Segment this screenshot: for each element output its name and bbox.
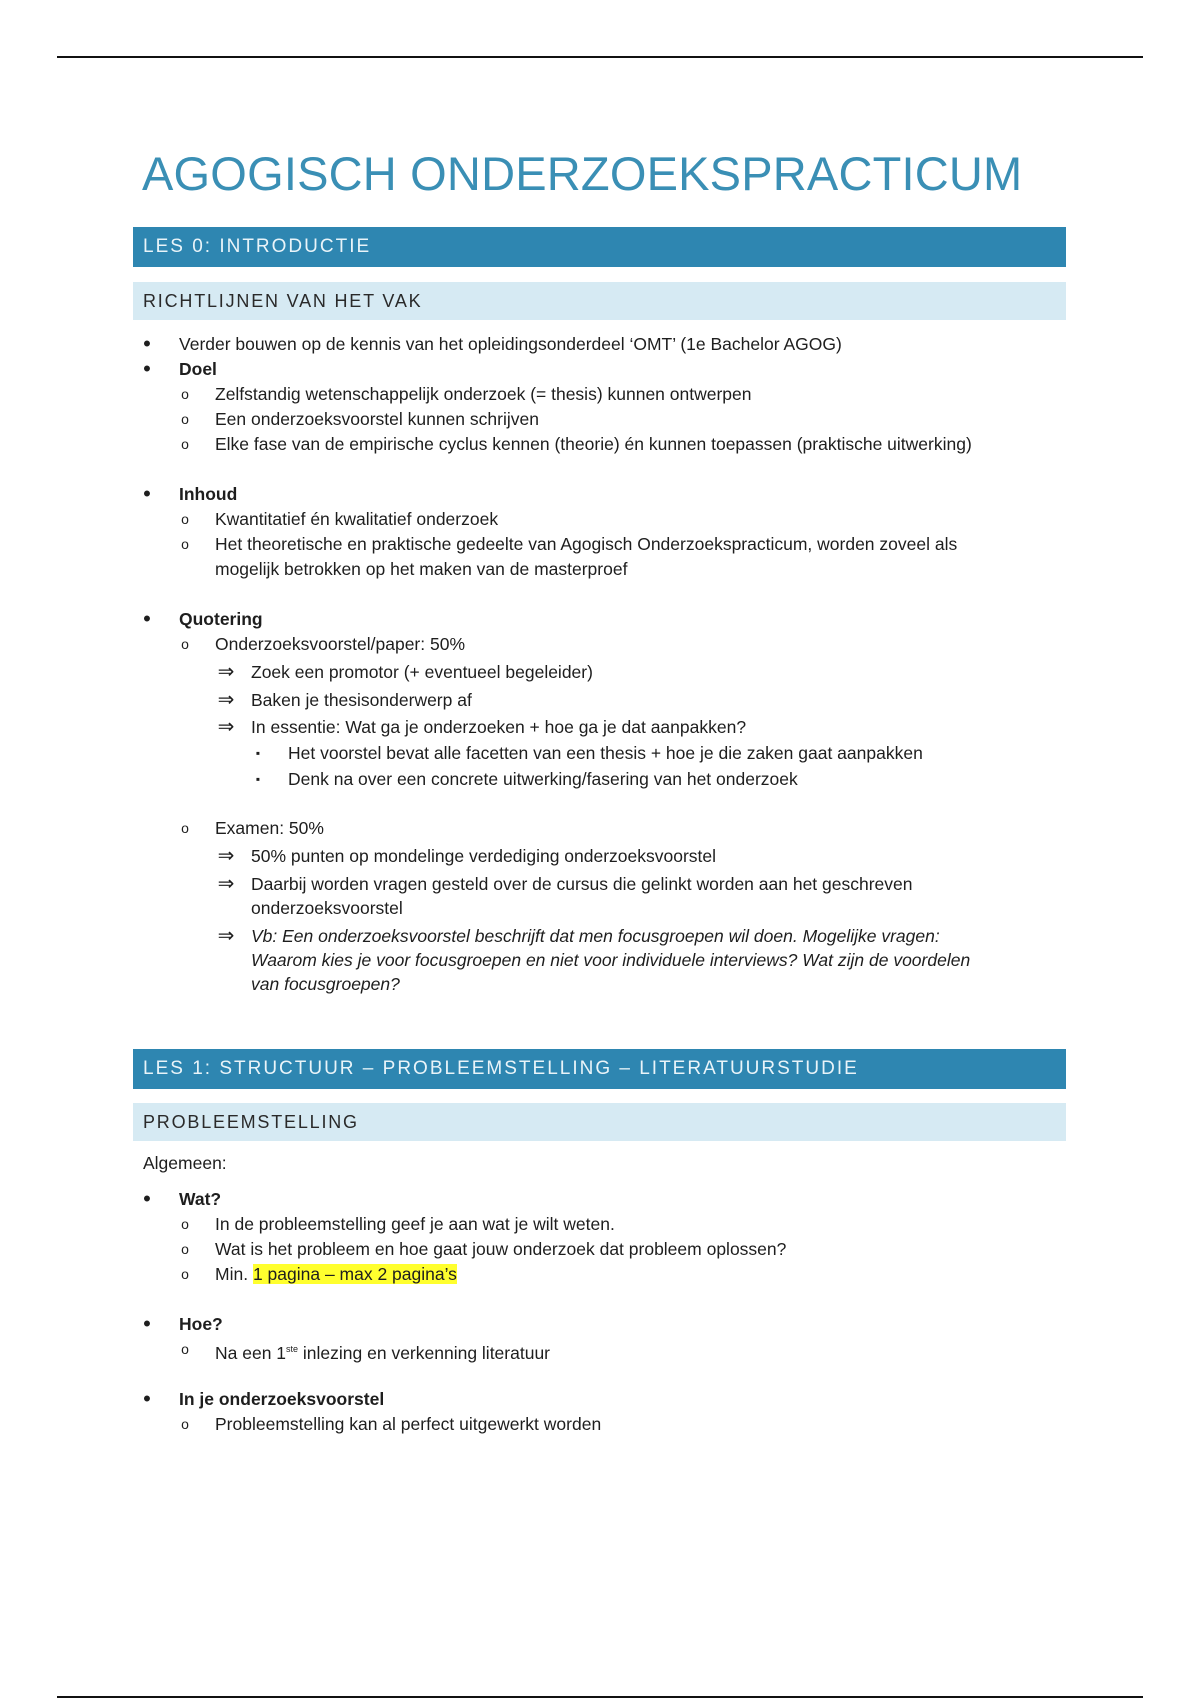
examen-arrow-item-continuation: onderzoeksvoorstel [251,898,403,918]
algemeen-label: Algemeen: [143,1153,227,1173]
doel-item: Een onderzoeksvoorstel kunnen schrijven [215,409,539,429]
examen-arrow-item: 50% punten op mondelinge verdediging onderzoeksvoorstel [251,846,717,866]
paper-square-item: Denk na over een concrete uitwerking/fasering van het onderzoek [288,769,798,789]
examen-arrow-item: Daarbij worden vragen gesteld over de cursus die gelinkt worden aan het geschreven [251,874,913,894]
header-rule [57,56,1143,58]
paper-arrow-item: Zoek een promotor (+ eventueel begeleider) [251,662,593,682]
examen-example-text: Vb: Een onderzoeksvoorstel beschrijft dat men focusgroepen wil doen. Mogelijke vragen: [251,926,940,946]
square-marker: ▪ [255,746,261,760]
arrow-marker: ⇒ [217,689,235,711]
circle-marker: o [181,1241,189,1257]
square-marker: ▪ [255,772,261,786]
circle-marker: o [181,411,189,427]
bullet-marker: • [143,606,151,631]
wat-item [215,1263,457,1285]
hoe-label: Hoe? [179,1314,223,1334]
arrow-marker: ⇒ [217,661,235,683]
circle-marker: o [181,1341,189,1357]
circle-marker: o [181,436,189,452]
hoe-item-before: Na een 1 [215,1343,287,1363]
wat-item: In de probleemstelling geef je aan wat je wilt weten. [215,1214,615,1234]
section-heading-les-0: LES 0: INTRODUCTIE [133,227,1066,267]
paper-label: Onderzoeksvoorstel/paper: 50% [215,634,465,654]
wat-item: Wat is het probleem en hoe gaat jouw onderzoek dat probleem oplossen? [215,1239,787,1259]
inhoud-item: Kwantitatief én kwalitatief onderzoek [215,509,499,529]
arrow-marker: ⇒ [217,873,235,895]
bullet-marker: • [143,1311,151,1336]
paper-arrow-item: Baken je thesisonderwerp af [251,690,472,710]
voorstel-label: In je onderzoeksvoorstel [179,1389,385,1409]
intro-bullet-text: Verder bouwen op de kennis van het opleidingsonderdeel ‘OMT’ (1e Bachelor AGOG) [179,334,842,354]
inhoud-item-continuation: mogelijk betrokken op het maken van de masterproef [215,559,628,579]
circle-marker: o [181,536,189,552]
doel-item: Elke fase van de empirische cyclus kennen (theorie) én kunnen toepassen (praktische uitwerking) [215,434,972,454]
circle-marker: o [181,1216,189,1232]
bullet-marker: • [143,331,151,356]
circle-marker: o [181,511,189,527]
examen-label: Examen: 50% [215,818,324,838]
arrow-marker: ⇒ [217,925,235,947]
bullet-marker: • [143,1386,151,1411]
inhoud-label: Inhoud [179,484,238,504]
circle-marker: o [181,636,189,652]
document-title: AGOGISCH ONDERZOEKSPRACTICUM [142,147,1023,200]
section-heading-les-1: LES 1: STRUCTUUR – PROBLEEMSTELLING – LITERATUURSTUDIE [133,1049,1066,1089]
circle-marker: o [181,1416,189,1432]
doel-item: Zelfstandig wetenschappelijk onderzoek (= thesis) kunnen ontwerpen [215,384,752,404]
hoe-item-superscript: ste [286,1344,299,1354]
hoe-item [215,1338,550,1364]
arrow-marker: ⇒ [217,845,235,867]
footer-rule [57,1696,1143,1698]
quotering-label: Quotering [179,609,263,629]
hoe-item-after: inlezing en verkenning literatuur [298,1343,551,1363]
examen-example-text: Waarom kies je voor focusgroepen en niet voor individuele interviews? Wat zijn de voordelen [251,950,971,970]
examen-example-text: van focusgroepen? [251,974,400,994]
circle-marker: o [181,386,189,402]
wat-item-prefix: Min. [215,1264,249,1284]
bullet-marker: • [143,481,151,506]
circle-marker: o [181,1266,189,1282]
bullet-marker: • [143,1186,151,1211]
subsection-heading-probleemstelling: PROBLEEMSTELLING [133,1103,1066,1141]
inhoud-item: Het theoretische en praktische gedeelte van Agogisch Onderzoekspracticum, worden zoveel als [215,534,958,554]
highlighted-page-range: 1 pagina – max 2 pagina’s [252,1264,457,1284]
arrow-marker: ⇒ [217,716,235,738]
subsection-heading-richtlijnen: RICHTLIJNEN VAN HET VAK [133,282,1066,320]
bullet-marker: • [143,356,151,381]
circle-marker: o [181,820,189,836]
paper-square-item: Het voorstel bevat alle facetten van een thesis + hoe je die zaken gaat aanpakken [288,743,923,763]
voorstel-item: Probleemstelling kan al perfect uitgewerkt worden [215,1414,602,1434]
wat-label: Wat? [179,1189,222,1209]
doel-label: Doel [179,359,217,379]
paper-arrow-item: In essentie: Wat ga je onderzoeken + hoe ga je dat aanpakken? [251,717,747,737]
